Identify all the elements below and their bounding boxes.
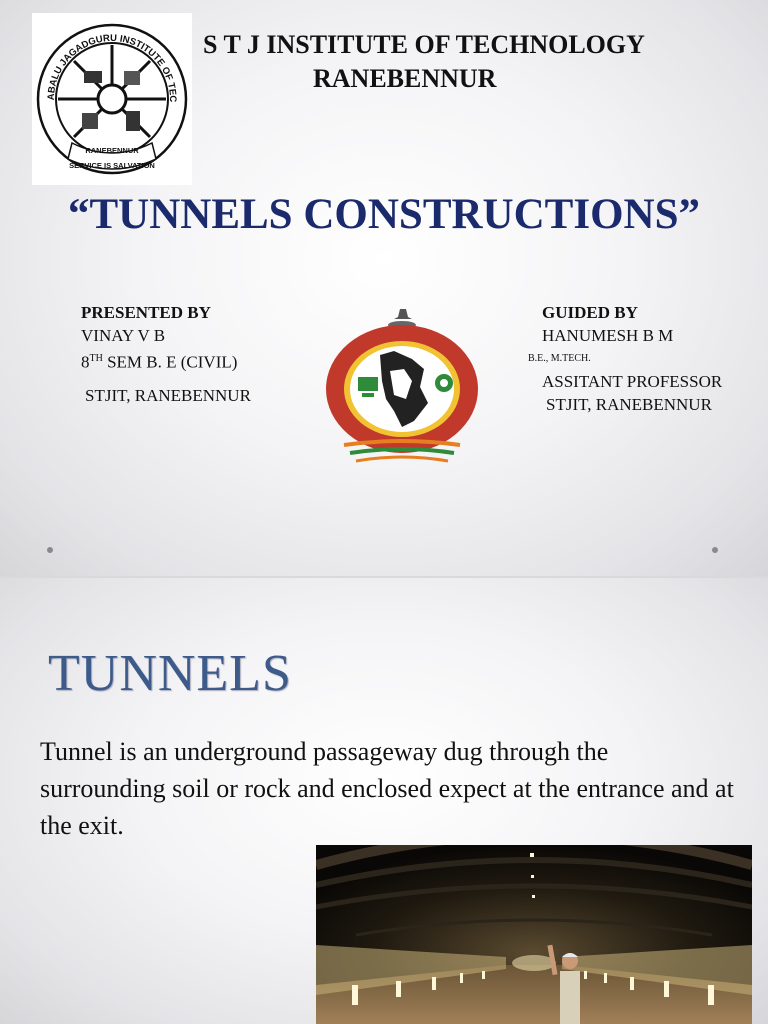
- presenter-name: VINAY V B: [81, 326, 166, 345]
- guided-by-heading: GUIDED BY: [542, 303, 638, 322]
- institute-logo: [32, 13, 192, 185]
- guide-designation: ASSITANT PROFESSOR: [542, 372, 723, 391]
- guide-name: HANUMESH B M: [542, 326, 674, 345]
- presented-by-heading: PRESENTED BY: [81, 303, 211, 322]
- presentation-title: “TUNNELS CONSTRUCTIONS”: [67, 191, 700, 238]
- tunnel-photo: [316, 845, 752, 1024]
- institute-name-line2: RANEBENNUR: [313, 64, 497, 93]
- definition-text: Tunnel is an underground passageway dug through the surrounding soil or rock and enclosed expect at the entrance and at the exit.: [40, 737, 734, 840]
- guided-by-block: [528, 301, 723, 416]
- logo-top-text: ABALU JAGADGURU INSTITUTE OF TEC: [45, 32, 179, 103]
- content-slide: [0, 578, 768, 1024]
- presenter-college: STJIT, RANEBENNUR: [85, 385, 251, 405]
- guide-degree: B.E., M.TECH.: [528, 353, 591, 364]
- guide-college: STJIT, RANEBENNUR: [546, 395, 712, 414]
- institute-name-line1: S T J INSTITUTE OF TECHNOLOGY: [203, 30, 645, 59]
- vtu-logo: [324, 307, 480, 465]
- presenter-semester: 8TH SEM B. E (CIVIL): [81, 352, 238, 372]
- slide-dot-right: [712, 547, 718, 553]
- slide-dot-left: [47, 547, 53, 553]
- presented-by-block: [81, 301, 251, 407]
- logo-place-text: RANEBENNUR: [85, 146, 139, 155]
- slide-heading: TUNNELS: [48, 645, 292, 702]
- logo-motto-text: SERVICE IS SALVATION: [69, 161, 155, 170]
